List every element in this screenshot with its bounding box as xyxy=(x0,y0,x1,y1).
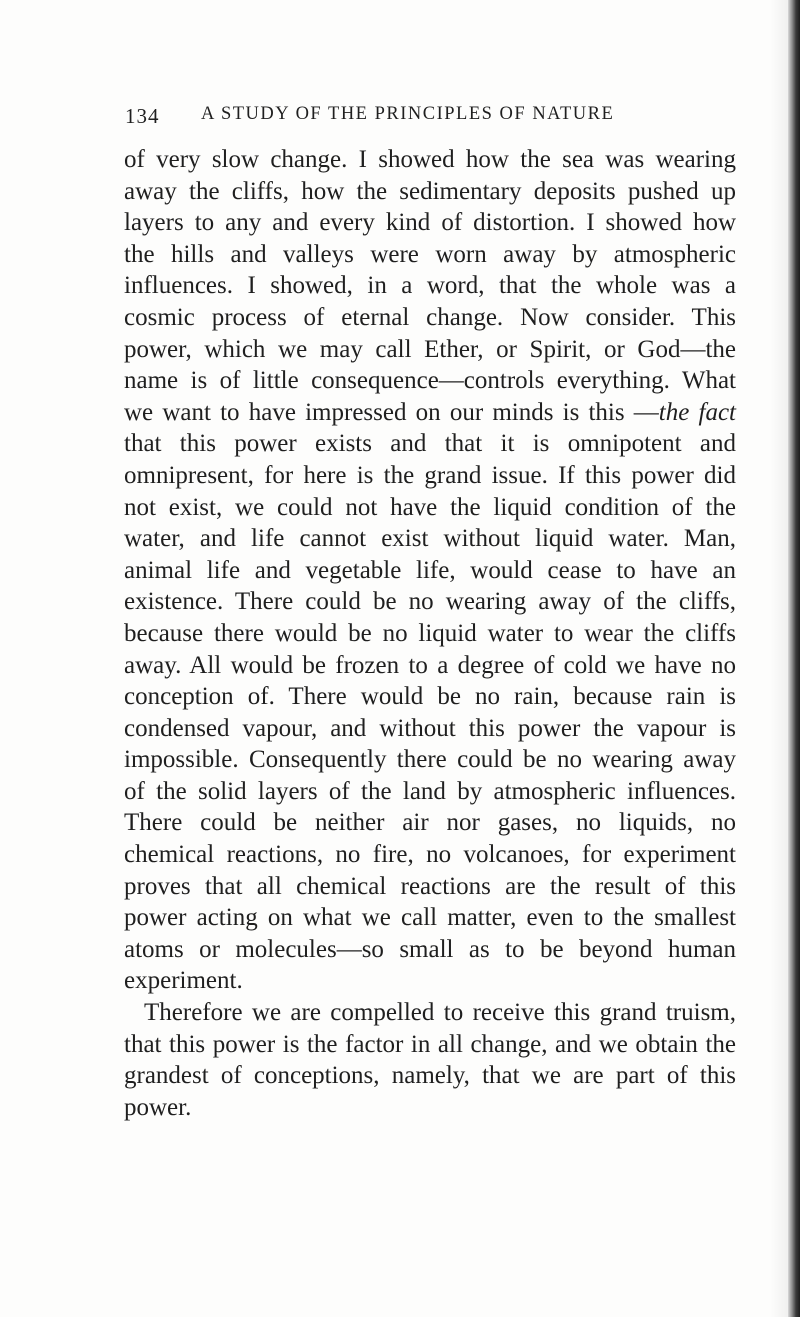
page-number: 134 xyxy=(125,104,160,128)
paragraph-1-text: of very slow change. I showed how the sea was wearing away the cliffs, how the sedimentary deposits pushed up layers to any and every kind of distortion. I showed how the hills and valleys were worn away by atmospheric influences. I showed, in a word, that the whole was a cosmic process of eternal change. Now consider. This power, which we may call Ether, or Spirit, or God—the name is of little consequence—controls everything. What we want to have impressed on our minds is this — xyxy=(124,146,736,426)
scanned-page-edge xyxy=(788,0,800,1317)
running-title: A STUDY OF THE PRINCIPLES OF NATURE xyxy=(201,104,615,124)
page-edge-shadow xyxy=(770,0,788,1317)
body-text xyxy=(124,144,736,1123)
paragraph-2: Therefore we are compelled to receive this grand truism, that this power is the factor in all change, and we obtain the grandest of conceptions, namely, that we are part of this power. xyxy=(124,999,736,1121)
paragraph-1 xyxy=(124,144,736,997)
paragraph-1-continued: that this power exists and that it is omnipotent and omnipresent, for here is the grand issue. If this power did not exist, we could not have the liquid condition of the water, and life cannot exist without liquid water. Man, animal life and vegetable life, would cease to have an existence. There could be no wearing away of the cliffs, because there would be no liquid water to wear the cliffs away. All would be frozen to a degree of cold we have no conception of. There would be no rain, because rain is condensed vapour, and without this power the vapour is impossible. Consequently there could be no wearing away of the solid layers of the land by atmospheric influences. There could be neither air nor gases, no liquids, no chemical reactions, no fire, no volcanoes, for experiment proves that all chemical reactions are the result of this power acting on what we call matter, even to the smallest atoms or molecules—so small as to be beyond human experiment. xyxy=(124,430,736,995)
emphasis-the-fact: the fact xyxy=(658,398,737,426)
page-header xyxy=(125,104,735,132)
